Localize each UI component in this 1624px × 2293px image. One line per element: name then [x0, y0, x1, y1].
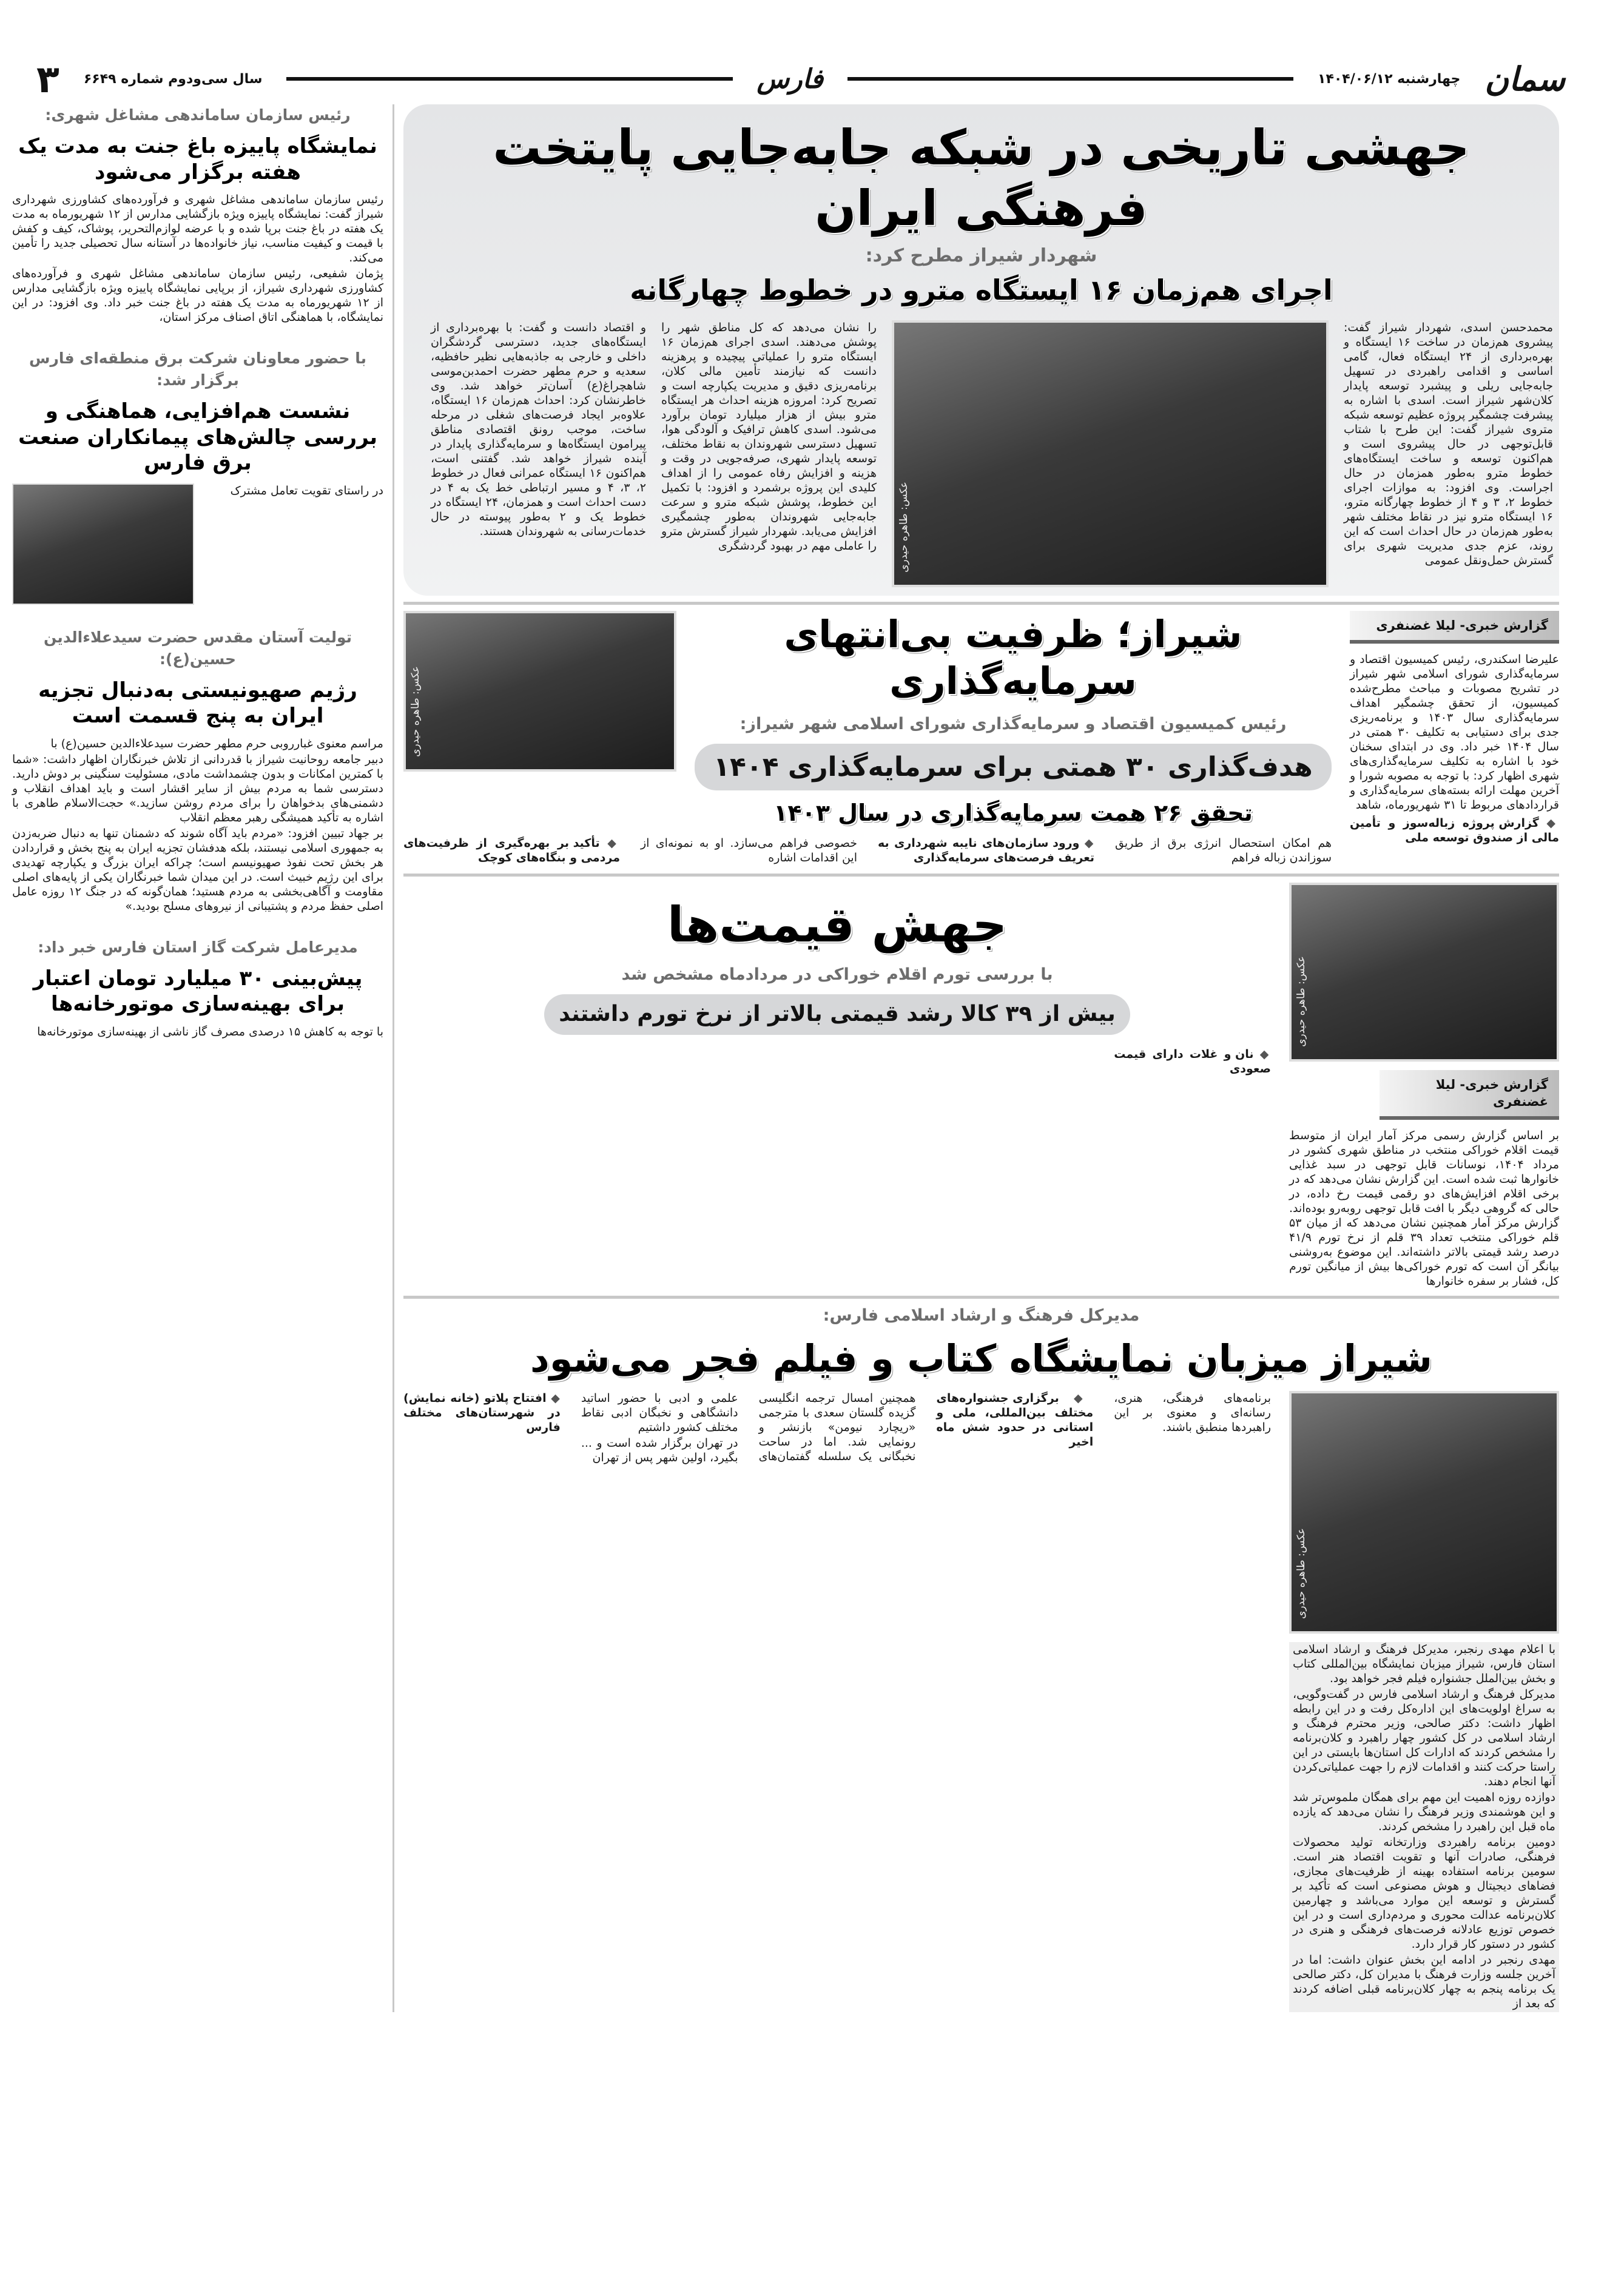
body-paragraph: را نشان می‌دهد که کل مناطق شهر را پوشش می‌دهند. اسدی اجرای هم‌زمان ۱۶ ایستگاه مترو را عملیاتی پیچیده و پرهزینه دانست که نیازمند تأمین مالی کلان، برنامه‌ریزی دقیق و مدیریت یکپارچه است و تصریح کرد: امروزه هزینه احداث هر ایستگاه مترو بیش از هزار میلیارد تومان برآورد می‌شود. اسدی کاهش ترافیک و آلودگی هوا، تسهیل دسترسی شهروندان به نقاط مختلف، توسعه پایدار شهری، صرفه‌جویی در وقت و هزینه و افزایش رفاه عمومی را از اهداف کلیدی این پروژه برشمرد و افزود: با تکمیل این خطوط، پوشش شبکه مترو و سرعت جابه‌جایی شهروندان به‌طور چشمگیری افزایش می‌یابد. شهردار شیراز گسترش مترو را عاملی مهم در بهبود گردشگری: [661, 320, 877, 553]
body-subheading: ◆ نان و غلات دارای قیمت صعودی: [1114, 1047, 1271, 1076]
inflation-article: [403, 883, 1559, 1290]
header-rule: [286, 77, 732, 81]
investment-headline: شیراز؛ ظرفیت بی‌انتهای سرمایه‌گذاری: [784, 611, 1242, 703]
body-paragraph: بر جهاد تبیین افزود: «مردم باید آگاه شوند که دشمنان تنها به دنبال ضربه‌زدن به جمهوری اسلامی نیستند، بلکه هدفشان تجزیه ایران به پنج بخش و قراردادن هر بخش تحت نفوذ صهیونیسم است؛ چراکه ایران بزرگ و یکپارچه تهدیدی برای این رژیم خبیث است. در این میدان شما خبرنگاران یکی از پایه‌های اصلی مقاومت و آگاهی‌بخشی به مردم هستید؛ همان‌گونه که در جنگ ۱۲ روزه عامل اصلی حفظ مردم و پشتیبانی از نیروهای مسلح بودید.»: [12, 826, 383, 913]
investment-photo: [403, 611, 676, 772]
investment-lead: [1350, 652, 1559, 846]
sidebar-article3: [12, 627, 383, 915]
body-paragraph: بر اساس گزارش رسمی مرکز آمار ایران از متوسط قیمت اقلام خوراکی منتخب در مناطق شهری کشور در مرداد ۱۴۰۴، نوسانات قابل توجهی در سبد غذایی خانوارها ثبت شده است. این گزارش نشان می‌دهد که در برخی اقلام افزایش‌های دو رقمی قیمت رخ داده، در حالی که گروهی دیگر با افت قابل توجهی روبه‌رو بوده‌اند. گزارش مرکز آمار همچنین نشان می‌دهد که از میان ۵۳ قلم خوراکی منتخب تعداد ۳۹ قلم از نرخ تورم ۴۱/۹ درصد رشد قیمتی بالاتر داشته‌اند. این موضوع به‌روشنی بیانگر آن است که تورم خوراکی‌ها بیش از میانگین تورم کل، فشار بر سفره خانوارها: [1289, 1129, 1559, 1288]
section-divider: [403, 1296, 1559, 1299]
inflation-box-headline: بیش از ۳۹ کالا رشد قیمتی بالاتر از نرخ تورم داشتند: [544, 994, 1130, 1035]
investment-kicker: رئیس کمیسیون اقتصاد و سرمایه‌گذاری شورای اسلامی شهر شیراز:: [740, 714, 1287, 733]
inflation-body: [403, 1043, 1271, 1076]
top-story-col3: [431, 320, 646, 540]
body-paragraph: محمدحسن اسدی، شهردار شیراز گفت: پیشروی هم‌زمان در ساخت ۱۶ ایستگاه و بهره‌برداری از ۲۴ ایستگاه فعال، گامی اساسی و اقدامی راهبردی در تسهیل جابه‌جایی ریلی و پیشبرد توسعه پایدار کلان‌شهر شیراز است. اسدی با اشاره به پیشرفت چشمگیر پروژه عظیم توسعه شبکه متروی شیراز گفت: این طرح با شتاب قابل‌توجهی در حال پیشروی است و هم‌اکنون توسعه و ساخت ایستگاه‌های خطوط مترو به‌طور همزمان در حال اجراست. وی افزود: به موازات اجرای خطوط ۲، ۳ و ۴ از خطوط چهارگانه مترو، ۱۶ ایستگاه مترو نیز در نقاط مختلف شهر به‌طور هم‌زمان در حال احداث است که این روند، عزم جدی مدیریت شهری برای گسترش حمل‌ونقل عمومی: [1344, 320, 1554, 567]
issue-date: چهارشنبه ۱۴۰۴/۰۶/۱۲: [1318, 71, 1461, 87]
newspaper-logo: سمان: [1484, 59, 1565, 98]
body-paragraph: خصوصی فراهم می‌سازد. او به نمونه‌ای از این اقدامات اشاره: [641, 837, 857, 865]
body-paragraph: با توجه به کاهش ۱۵ درصدی مصرف گاز ناشی از بهینه‌سازی موتورخانه‌ها: [37, 1025, 383, 1039]
section-title: فارس: [756, 63, 823, 95]
sidebar-article2-body: [203, 483, 383, 499]
investment-article: [403, 611, 1559, 868]
body-subheading: ◆ افتتاح پلاتو (خانه نمایش) در شهرستان‌های مختلف فارس: [403, 1391, 561, 1435]
sidebar-article4: [12, 937, 383, 1040]
main-area: [403, 104, 1559, 2012]
photo-caption: عکس: طاهره حیدری: [1295, 956, 1307, 1048]
top-story-kicker: شهردار شیراز مطرح کرد:: [865, 245, 1097, 266]
photo-caption: عکس: طاهره حیدری: [898, 481, 910, 573]
top-story-col1: [1344, 320, 1553, 569]
culture-headline: شیراز میزبان نمایشگاه کتاب و فیلم فجر می‌شود: [530, 1336, 1432, 1381]
header-rule: [847, 77, 1293, 81]
column-divider: [393, 104, 394, 2012]
top-story-headline: جهشی تاریخی در شبکه جابه‌جایی پایتخت فرهنگی ایران: [493, 120, 1470, 237]
sidebar-article4-headline: پیش‌بینی ۳۰ میلیارد تومان اعتبار برای بهینه‌سازی موتورخانه‌ها: [33, 966, 363, 1016]
inflation-lead: [1289, 1128, 1559, 1290]
body-paragraph: همچنین امسال ترجمه انگلیسی گزیده گلستان سعدی با مترجمی «ریچارد نیومن» بازنشر و رونمایی شد. اما در ساحت نخبگانی یک سلسله گفتمان‌های علمی و ادبی با حضور اساتید دانشگاهی و نخبگان ادبی نقاط مختلف کشور داشتیم: [581, 1391, 916, 1463]
body-paragraph: پژمان شفیعی، رئیس سازمان ساماندهی مشاغل شهری و فرآورده‌های کشاورزی شهرداری شیراز، از برپایی نمایشگاه پاییزه ویژه بازگشایی مدارس از ۱۲ شهریورماه به مدت یک هفته در باغ جنت خبر داد. وی افزود: در این نمایشگاه، با هماهنگی اتاق اصناف مرکز استان،: [12, 267, 383, 324]
culture-body: [403, 1391, 1271, 1465]
sidebar: [12, 104, 383, 2012]
sidebar-article2: [12, 348, 383, 605]
photo-caption: عکس: طاهره حیدری: [1295, 1527, 1307, 1619]
body-paragraph: برنامه‌های فرهنگی، هنری، رسانه‌ای و معنوی بر این راهبردها منطبق باشند.: [1114, 1391, 1271, 1434]
body-paragraph: مدیرکل فرهنگ و ارشاد اسلامی فارس در گفت‌وگویی، به سراغ اولویت‌های این اداره‌کل رفت و در این رابطه اظهار داشت: دکتر صالحی، وزیر محترم فرهنگ و ارشاد اسلامی در کل کشور چهار راهبرد و کلان‌برنامه را مشخص کردند که ادارات کل استان‌ها بایستی در این راستا حرکت کنند و اقدامات لازم را جهت عملیاتی‌کردن آنها انجام دهند.: [1293, 1687, 1555, 1788]
sidebar-article1: [12, 104, 383, 326]
body-paragraph: مهدی رنجبر در ادامه این بخش عنوان داشت: اما در آخرین جلسه وزارت فرهنگ با مدیران کل، دکتر صالحی یک برنامه پنجم به چهار کلان‌برنامه قبلی اضافه کردند که بعد از: [1293, 1953, 1555, 2010]
sidebar-article2-headline: نشست هم‌افزایی، هماهنگی و بررسی چالش‌های پیمانکاران صنعت برق فارس: [18, 399, 378, 475]
investment-body: [403, 836, 1332, 867]
sidebar-article2-kicker: با حضور معاونان شرکت برق منطقه‌ای فارس برگزار شد:: [29, 349, 367, 389]
body-paragraph: مراسم معنوی غبارروبی حرم مطهر حضرت سیدعلاءالدین حسین(ع) با: [50, 736, 383, 750]
sidebar-article3-body: [12, 736, 383, 915]
page-grid: [12, 104, 1559, 2012]
sidebar-article4-kicker: مدیرعامل شرکت گاز استان فارس خبر داد:: [38, 938, 358, 956]
issue-number: سال سی‌ودوم شماره ۶۶۴۹: [83, 71, 263, 87]
body-paragraph: و اقتصاد دانست و گفت: با بهره‌برداری از ایستگاه‌های جدید، دسترسی گردشگران داخلی و خارجی به جاذبه‌هایی نظیر حافظیه، سعدیه و حرم مطهر حضرت احمدبن‌موسی شاهچراغ(ع) آسان‌تر خواهد شد. وی خاطرنشان کرد: احداث هم‌زمان ۱۶ ایستگاه، علاوه‌بر ایجاد فرصت‌های شغلی در مرحله ساخت، موجب رونق اقتصادی مناطق پیرامون ایستگاه‌ها و سرمایه‌گذاری پایدار در آینده شیراز خواهد شد. گفتنی است، هم‌اکنون ۱۶ ایستگاه عمرانی فعال در خطوط ۲، ۳، ۴ و مسیر ارتباطی خط یک به ۴ در دست احداث است و همزمان، ۲۴ ایستگاه در خطوط یک و ۲ به‌طور پیوسته در حال خدمات‌رسانی به شهروندان هستند.: [431, 320, 647, 538]
investment-subheadline: تحقق ۲۶ همت سرمایه‌گذاری در سال ۱۴۰۳: [773, 799, 1253, 826]
body-paragraph: علیرضا اسکندری، رئیس کمیسیون اقتصاد و سرمایه‌گذاری شورای اسلامی شهر شیراز در تشریح مصوبات و مباحث مطرح‌شده کمیسیون، از تحقق چشمگیر اهداف سرمایه‌گذاری سال ۱۴۰۳ و برنامه‌ریزی جدی برای دستیابی به تکلیف ۳۰ همتی در سال ۱۴۰۴ خبر داد. وی در ابتدای سخنان خود با اشاره به تکلیف سرمایه‌گذاری‌های شهری اظهار کرد: با توجه به مصوبه شورا و آخرین مهلت ارائه بسته‌های سرمایه‌گذاری و قراردادهای مربوط تا ۳۱ شهریورماه، شاهد: [1350, 652, 1559, 812]
body-paragraph: دوازده روزه اهمیت این مهم برای همگان ملموس‌تر شد و این هوشمندی وزیر فرهنگ را نشان می‌دهد که یازده ماه قبل این راهبرد را مشخص کردند.: [1293, 1790, 1555, 1833]
body-paragraph: با اعلام مهدی رنجبر، مدیرکل فرهنگ و ارشاد اسلامی استان فارس، شیراز میزبان نمایشگاه بین‌المللی کتاب و بخش بین‌الملل جشنواره فیلم فجر خواهد بود.: [1293, 1642, 1555, 1685]
culture-lead: [1289, 1642, 1559, 2012]
inflation-kicker: با بررسی تورم اقلام خوراکی در مردادماه مشخص شد: [621, 965, 1053, 985]
culture-article: [403, 1305, 1559, 2012]
body-paragraph: دومین برنامه راهبردی وزارتخانه تولید محصولات فرهنگی، صادرات آنها و تقویت اقتصاد هنر است. سومین برنامه استفاده بهینه از ظرفیت‌های مجازی، فضاهای دیجیتال و هوش مصنوعی است که تأکید بر گسترش و توسعه این موارد می‌باشد و چهارمین کلان‌برنامه عدالت محوری و مردم‌داری است و در این خصوص توزیع عادلانه فرصت‌های فرهنگی و هنری در کشور در دستور کار قرار دارد.: [1293, 1835, 1555, 1951]
section-divider: [403, 874, 1559, 877]
sidebar-article1-body: [12, 192, 383, 326]
top-story-col2: [661, 320, 877, 554]
body-subheading: ◆ تأکید بر بهره‌گیری از ظرفیت‌های مردمی و بنگاه‌های کوچک: [403, 836, 620, 865]
investment-byline: گزارش خبری- لیلا غضنفری: [1350, 611, 1559, 644]
sidebar-article3-kicker: تولیت آستان مقدس حضرت سیدعلاءالدین حسین(ع):: [43, 628, 352, 668]
culture-kicker: مدیرکل فرهنگ و ارشاد اسلامی فارس:: [823, 1306, 1140, 1325]
photo-caption: عکس: طاهره حیدری: [409, 665, 422, 757]
sidebar-article4-body: [12, 1025, 383, 1040]
inflation-headline: جهش قیمت‌ها: [667, 897, 1008, 954]
investment-box-headline: هدف‌گذاری ۳۰ همتی برای سرمایه‌گذاری ۱۴۰۴: [695, 744, 1332, 790]
inflation-photo: [1289, 883, 1559, 1062]
top-story-photo: [892, 320, 1329, 587]
body-paragraph: رئیس سازمان ساماندهی مشاغل شهری و فرآورده‌های کشاورزی شهرداری شیراز گفت: نمایشگاه پاییزه ویژه بازگشایی مدارس از ۱۲ شهریورماه به مدت یک هفته در باغ جنت برپا شده و با عرضه لوازم‌التحریر، پوشاک، کیف و کفش با قیمت و کیفیت مناسب، نیاز خانواده‌ها در آستانه سال تحصیلی جدید را تأمین می‌کند.: [12, 193, 383, 264]
masthead: [36, 58, 1565, 100]
body-paragraph: در تهران برگزار شده است و ... بگیرد، اولین شهر پس از تهران: [581, 1436, 738, 1464]
culture-photo: [1289, 1391, 1559, 1634]
body-paragraph: دبیر جامعه روحانیت شیراز با قدردانی از تلاش خبرنگاران اظهار داشت: «شما با کمترین امکانات و بدون چشمداشت مادی، مسئولیت سنگینی بر دوش دارید. دسترسی شما به مردم بیش از سایر اقشار است و باید اهداف انقلاب و دشمنی‌های بدخواهان را برای مردم روشن سازید.» حجت‌الاسلام طاهری با اشاره به تأکید همیشگی رهبر معظم انقلاب: [12, 752, 383, 824]
body-subheading: ◆ گزارش پروژه زباله‌سوز و تأمین مالی از صندوق توسعه ملی: [1350, 816, 1559, 845]
sidebar-article2-photo: [12, 483, 194, 605]
top-story-subheadline: اجرای هم‌زمان ۱۶ ایستگاه مترو در خطوط چهارگانه: [630, 274, 1333, 306]
sidebar-article3-headline: رژیم صهیونیستی به‌دنبال تجزیه ایران به پنج قسمت است: [38, 678, 357, 728]
top-story: [403, 104, 1559, 596]
body-paragraph: در راستای تقویت تعامل مشترک: [230, 483, 383, 497]
sidebar-article1-headline: نمایشگاه پاییزه باغ جنت به مدت یک هفته برگزار می‌شود: [18, 134, 377, 184]
section-divider: [403, 602, 1559, 605]
page-number: ۳: [36, 56, 59, 101]
inflation-byline: گزارش خبری- لیلا غضنفری: [1380, 1070, 1559, 1120]
body-paragraph: هم امکان استحصال انرژی برق از طریق سوزاندن زباله فراهم: [1115, 837, 1332, 865]
body-subheading: ◆ برگزاری جشنواره‌های مختلف بین‌المللی، ملی و استانی در حدود شش ماه اخیر: [936, 1391, 1093, 1449]
sidebar-article1-kicker: رئیس سازمان ساماندهی مشاغل شهری:: [45, 106, 351, 124]
body-subheading: ◆ ورود سازمان‌های نایبه شهرداری به تعریف فرصت‌های سرمایه‌گذاری: [878, 836, 1094, 865]
